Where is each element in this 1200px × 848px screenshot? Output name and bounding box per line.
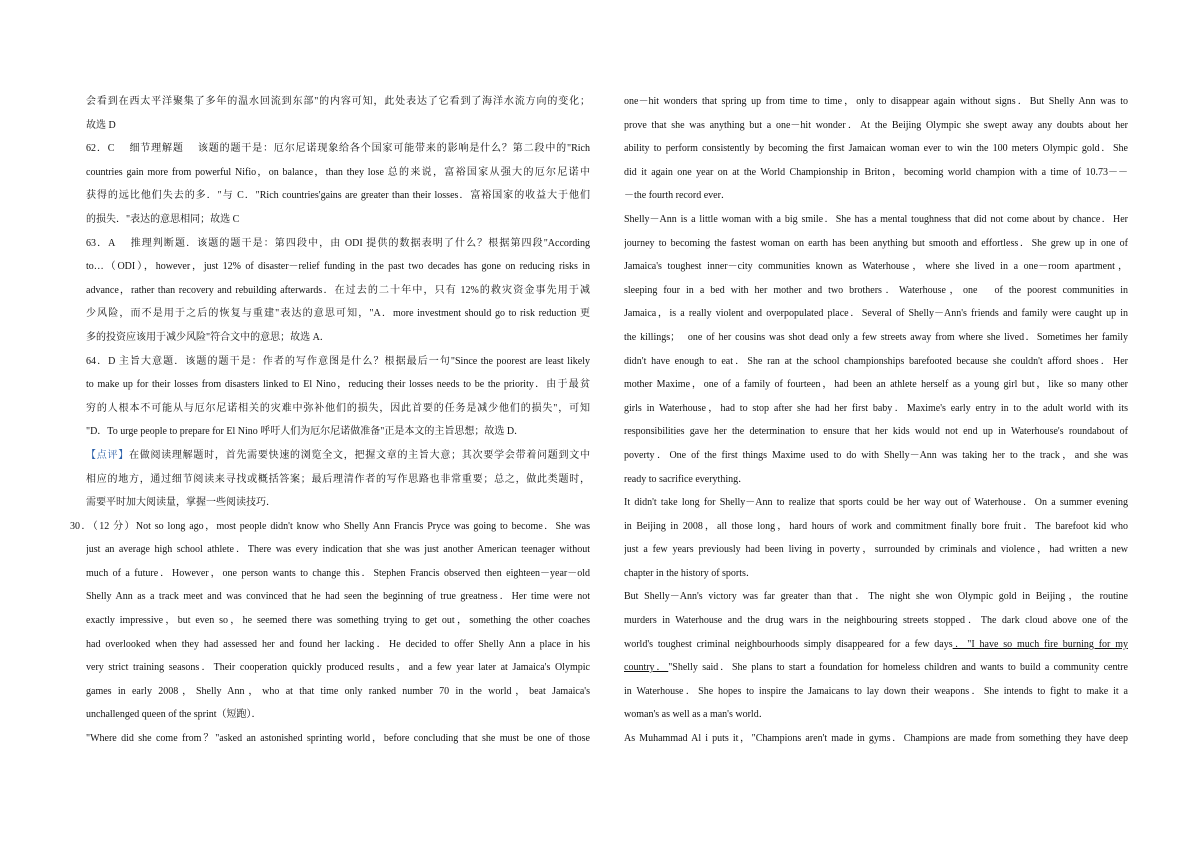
right-column — [624, 90, 1128, 751]
underlined-quote-end: country． — [624, 662, 669, 674]
left-column — [70, 90, 590, 751]
text-line: murders in Waterhouse and the drug wars in the neighbouring streets stopped．The dark cloud above one of the — [624, 615, 1128, 627]
text-line: 64．D 主旨大意题．该题的题干是：作者的写作意图是什么？根据最后一句"Since the poorest are least likely — [86, 355, 590, 367]
question-30 — [70, 515, 590, 751]
question-heading-line: 30．（12 分）Not so long ago，most people didn't know who Shelly Ann Francis Pryce was going to become．She was — [70, 520, 590, 532]
text-line: to make up for their losses from disasters linked to El Nino，reducing their losses needs to be the priority．由于最贫 — [86, 379, 590, 391]
text-line: As Muhammad Al i puts it，"Champions aren't made in gyms．Champions are made from something they have deep — [624, 733, 1128, 745]
text-line: just a few years previously had been living in poverty，surrounded by criminals and violence，had written a new — [624, 544, 1128, 556]
text-line: 【点评】在做阅读理解题时，首先需要快速的浏览全文，把握文章的主旨大意；其次要学会带着问题到文中 — [86, 449, 590, 461]
answer-63 — [86, 232, 590, 350]
answer-61-tail — [86, 90, 590, 137]
text-line: poverty．One of the first things Maxime used to do with Shelly－Ann was taking her to the track，and she was — [624, 449, 1128, 461]
text-line: 的损失．"表达的意思相同；故选 C — [86, 213, 240, 225]
paragraph-5 — [624, 727, 1128, 751]
text-line: very strict training seasons．Their cooperation quickly produced results，and a few year later at Jamaica's Olympic — [86, 662, 590, 674]
text-line: chapter in the history of sports． — [624, 567, 756, 579]
answer-62 — [86, 137, 590, 231]
text-line: 故选 D — [86, 119, 116, 131]
text-line: girls in Waterhouse，had to stop after she had her first baby．Maxime's early entry in to the adult world with its — [624, 402, 1128, 414]
text-line: in Waterhouse．She hopes to inspire the Jamaicans to lay down their weapons．She intends to fight to make it a — [624, 685, 1128, 697]
text-line: unchallenged queen of the sprint（短跑）． — [86, 709, 262, 721]
text-line: 少风险，而不是用于之后的恢复与重建"表达的意思可知，"A．more investment should go to risk reduction 更 — [86, 308, 590, 320]
text-line: 多的投资应该用于减少风险"符合文中的意思；故选 A． — [86, 331, 330, 343]
underlined-quote: ．"I have so much fire burning for my — [952, 638, 1128, 650]
paragraph-continuation — [624, 90, 1128, 208]
text-line: 63．A 推理判断题．该题的题干是：第四段中，由 ODI 提供的数据表明了什么？根据第四段"According — [86, 237, 590, 249]
text-line: 需要平时加大阅读量，掌握一些阅读技巧． — [86, 497, 276, 509]
text-line: Jamaica's toughest inner－city communities known as Waterhouse，where she lived in a one－room apartment， — [624, 261, 1128, 273]
text-line: But Shelly－Ann's victory was far greater than that．The night she won Olympic gold in Beijing，the routine — [624, 591, 1128, 603]
text-line: 相应的地方，通过细节阅读来寻找或概括答案；最后理清作者的写作思路也非常重要；总之，做此类题时， — [86, 473, 590, 485]
text-line: country．"Shelly said．She plans to start a foundation for homeless children and wants to build a community centre — [624, 662, 1128, 674]
comment-block — [86, 444, 590, 515]
text-line: ability to perform consistently by becoming the first Jamaican woman ever to win the 100 meters Olympic gold．She — [624, 143, 1128, 155]
text-line: －the fourth record ever． — [624, 190, 731, 202]
text-line: 获得的远比他们失去的多．"与 C．"Rich countries'gains are greater than their losses．富裕国家的收益大于他们 — [86, 190, 590, 202]
text-line: to…（ODI），however，just 12% of disaster－relief funding in the past two decades has gone on reducing risks in — [86, 261, 590, 273]
text-line: prove that she was anything but a one－hit wonder．At the Beijing Olympic she swept away any doubts about her — [624, 119, 1128, 131]
text-line: games in early 2008，Shelly Ann，who at that time only ranked number 70 in the world，beat Jamaica's — [86, 685, 590, 697]
text-line: It didn't take long for Shelly－Ann to realize that sports could be her way out of Waterhouse．On a summer evening — [624, 497, 1128, 509]
paragraph-2 — [624, 208, 1128, 491]
text-line: did it again one year on at the World Championship in Briton，becoming world champion with a time of 10.73－－ — [624, 166, 1128, 178]
paragraph-3 — [624, 491, 1128, 585]
text-line: woman's as well as a man's world． — [624, 709, 769, 721]
text-line: world's toughest criminal neighbourhoods simply disappeared for a few days．"I have so much fire burning for my — [624, 638, 1128, 650]
text-line: mother Maxime，one of a family of fourteen，had been an athlete herself as a young girl but，like so many other — [624, 379, 1128, 391]
text-line: 62．C 细节理解题 该题的题干是：厄尔尼诺现象给各个国家可能带来的影响是什么？第二段中的"Rich — [86, 143, 590, 155]
text-line: advance，rather than recovery and rebuilding afterwards．在过去的二十年中，只有 12%的救灾资金事先用于减 — [86, 284, 590, 296]
text-line: the killings； one of her cousins was shot dead only a few streets away from where she lived．Sometimes her family — [624, 331, 1128, 343]
text-line: one－hit wonders that spring up from time to time，only to disappear again without signs．But Shelly Ann was to — [624, 96, 1128, 107]
text-line: 穷的人根本不可能从与厄尔尼诺相关的灾难中弥补他们的损失，因此首要的任务是减少他们的损失"，可知 — [86, 402, 590, 414]
text-line: didn't have enough to eat．She ran at the school championships barefooted because she couldn't afford shoes．Her — [624, 355, 1128, 367]
text-line: had overlooked when they had assessed her and found her lacking．He decided to offer Shelly Ann a place in his — [86, 638, 590, 650]
text-line: much of a future．However，one person wants to change this．Stephen Francis observed then eighteen－year－old — [86, 567, 590, 579]
text-line: Shelly－Ann is a little woman with a big smile．She has a mental toughness that did not come about by chance．Her — [624, 213, 1128, 225]
text-line: Shelly Ann as a track meet and was convinced that he had seen the beginning of true greatness．Her time were not — [86, 591, 590, 603]
text-line: Jamaica，is a really violent and overpopulated place．Several of Shelly－Ann's friends and family were caught up in — [624, 308, 1128, 320]
text-line: ready to sacrifice everything． — [624, 473, 749, 485]
text-line: "Where did she come from？"asked an astonished sprinting world，before concluding that she must be one of those — [86, 733, 590, 745]
text-line: sleeping four in a bed with her mother and two brothers．Waterhouse，one of the poorest communities in — [624, 284, 1128, 296]
text-line: exactly impressive，but even so，he seemed there was something trying to get out，something the other coaches — [86, 615, 590, 627]
text-line: countries gain more from powerful Nifio，on balance，than they lose 总的来说，富裕国家从强大的厄尔尼诺中 — [86, 166, 590, 178]
comment-tag: 【点评】 — [86, 449, 129, 461]
text-line: 会看到在西太平洋聚集了多年的温水回流到东部"的内容可知，此处表达了它看到了海洋水流方向的变化； — [86, 96, 590, 107]
answer-64 — [86, 350, 590, 444]
text-line: journey to becoming the fastest woman on earth has been anything but smooth and effortless．She grew up in one of — [624, 237, 1128, 249]
text-line: "D．To urge people to prepare for El Nino 呼吁人们为厄尔尼诺做准备"正是本文的主旨思想；故选 D． — [86, 426, 525, 438]
text-line: just an average high school athlete．There was every indication that she was just another American teenager without — [86, 544, 590, 556]
text-line: in Beijing in 2008，all those long，hard hours of work and commitment finally bore fruit．The barefoot kid who — [624, 520, 1128, 532]
paragraph-4 — [624, 585, 1128, 727]
text-line: responsibilities gave her the determination to ensure that her kids would not end up in Waterhouse's roundabout of — [624, 426, 1128, 438]
